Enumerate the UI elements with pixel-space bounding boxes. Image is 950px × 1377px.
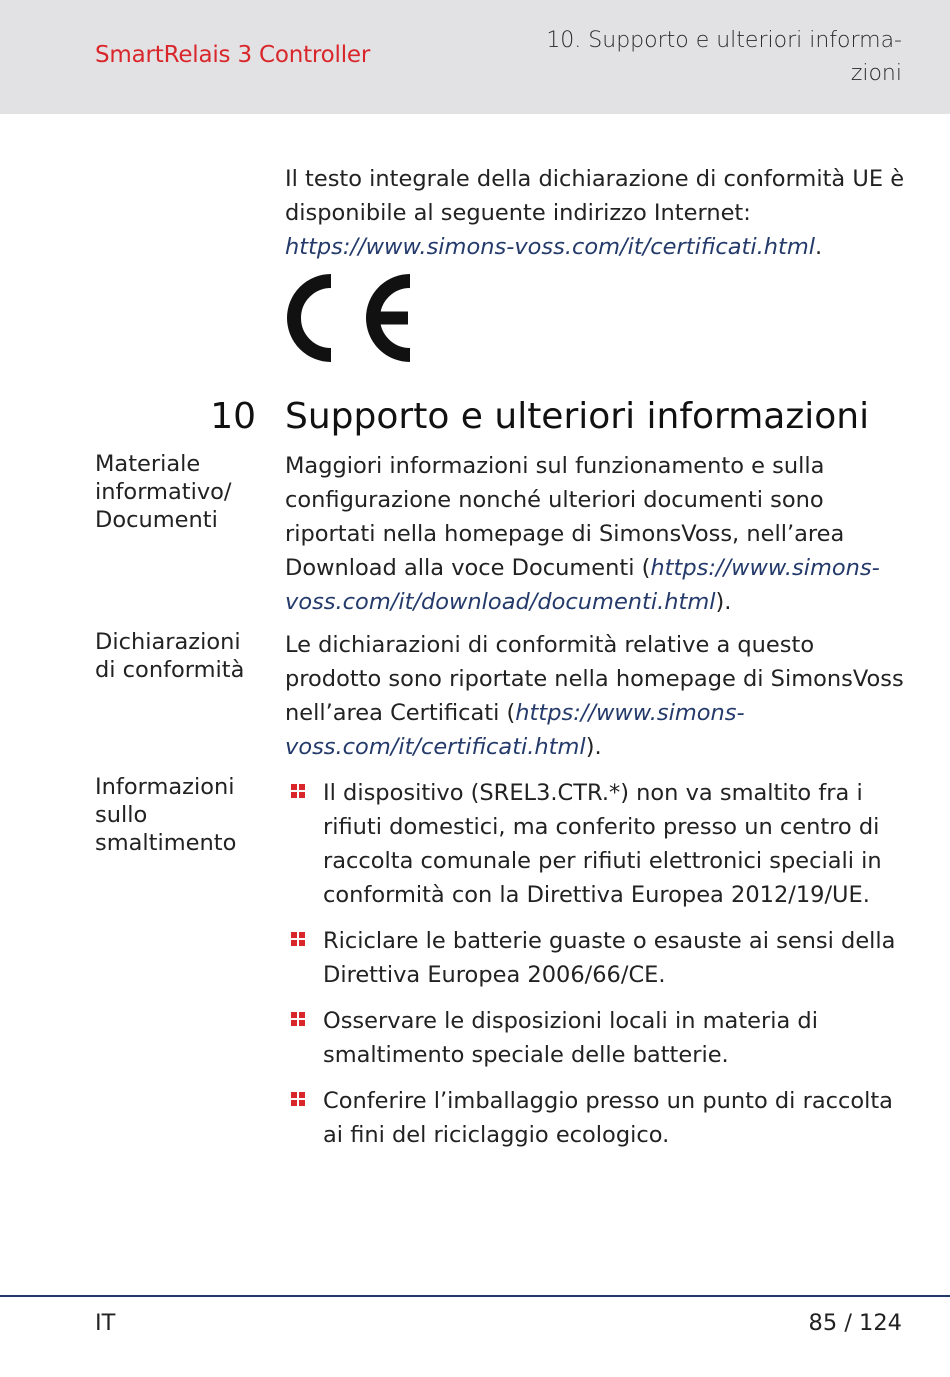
footer-language: IT [95, 1310, 116, 1336]
conformity-after: ). [585, 734, 602, 760]
red-grid-bullet-icon [291, 1012, 305, 1026]
footer-page-number: 85 / 124 [808, 1310, 902, 1336]
running-section-line-2: zioni [850, 61, 902, 86]
list-item [285, 1004, 905, 1072]
margin-label-conformity: Dichiarazioni di conformità [95, 629, 245, 683]
conformity-paragraph [285, 628, 905, 764]
running-section-line-1: 10. Supporto e ulteriori informa- [546, 28, 902, 53]
intro-certificates-link[interactable]: https://www.simons-voss.com/it/certificati.html [285, 234, 816, 260]
conformity-text: Le dichiarazioni di conformità relative a questo prodotto sono riportate nella homepage di SimonsVoss nell’area Certificati ( [285, 632, 904, 726]
footer-divider [0, 1295, 950, 1297]
documents-link[interactable]: https://www.simons-voss.com/it/download/documenti.html [285, 555, 880, 615]
disposal-bullet-text: Conferire l’imballaggio presso un punto di raccolta ai fini del riciclaggio ecologico. [323, 1088, 893, 1148]
running-section-title [502, 24, 902, 90]
list-item [285, 776, 905, 912]
red-grid-bullet-icon [291, 784, 305, 798]
list-item [285, 924, 905, 992]
margin-label-disposal: Informazioni sullo smaltimento [95, 774, 237, 856]
conformity-link[interactable]: https://www.simons-voss.com/it/certificati.html [285, 700, 745, 760]
brand-title: SmartRelais 3 Controller [95, 42, 371, 68]
intro-text: Il testo integrale della dichiarazione di conformità UE è disponibile al seguente indirizzo Internet: [285, 166, 905, 226]
disposal-list [285, 776, 905, 1164]
documents-text: Maggiori informazioni sul funzionamento e sulla configurazione nonché ulteriori documenti sono riportati nella homepage di SimonsVoss, nell’area Download alla voce Documenti ( [285, 453, 845, 581]
chapter-title: Supporto e ulteriori informazioni [285, 396, 870, 437]
intro-after: . [815, 234, 823, 260]
red-grid-bullet-icon [291, 932, 305, 946]
margin-label-documents: Materiale informativo/ Documenti [95, 451, 232, 533]
chapter-number: 10 [210, 396, 256, 437]
ce-mark-icon [284, 272, 416, 364]
red-grid-bullet-icon [291, 1092, 305, 1106]
disposal-bullet-text: Riciclare le batterie guaste o esauste ai sensi della Direttiva Europea 2006/66/CE. [323, 928, 896, 988]
documents-paragraph [285, 449, 905, 619]
list-item [285, 1084, 905, 1152]
page-header [0, 0, 950, 114]
intro-paragraph [285, 162, 905, 264]
disposal-bullet-text: Osservare le disposizioni locali in materia di smaltimento speciale delle batterie. [323, 1008, 818, 1068]
disposal-bullet-text: Il dispositivo (SREL3.CTR.*) non va smaltito fra i rifiuti domestici, ma conferito presso un centro di raccolta comunale per rifiuti elettronici speciali in conformità con la Direttiva Europea 2012/19/UE. [323, 780, 882, 908]
documents-after: ). [715, 589, 732, 615]
